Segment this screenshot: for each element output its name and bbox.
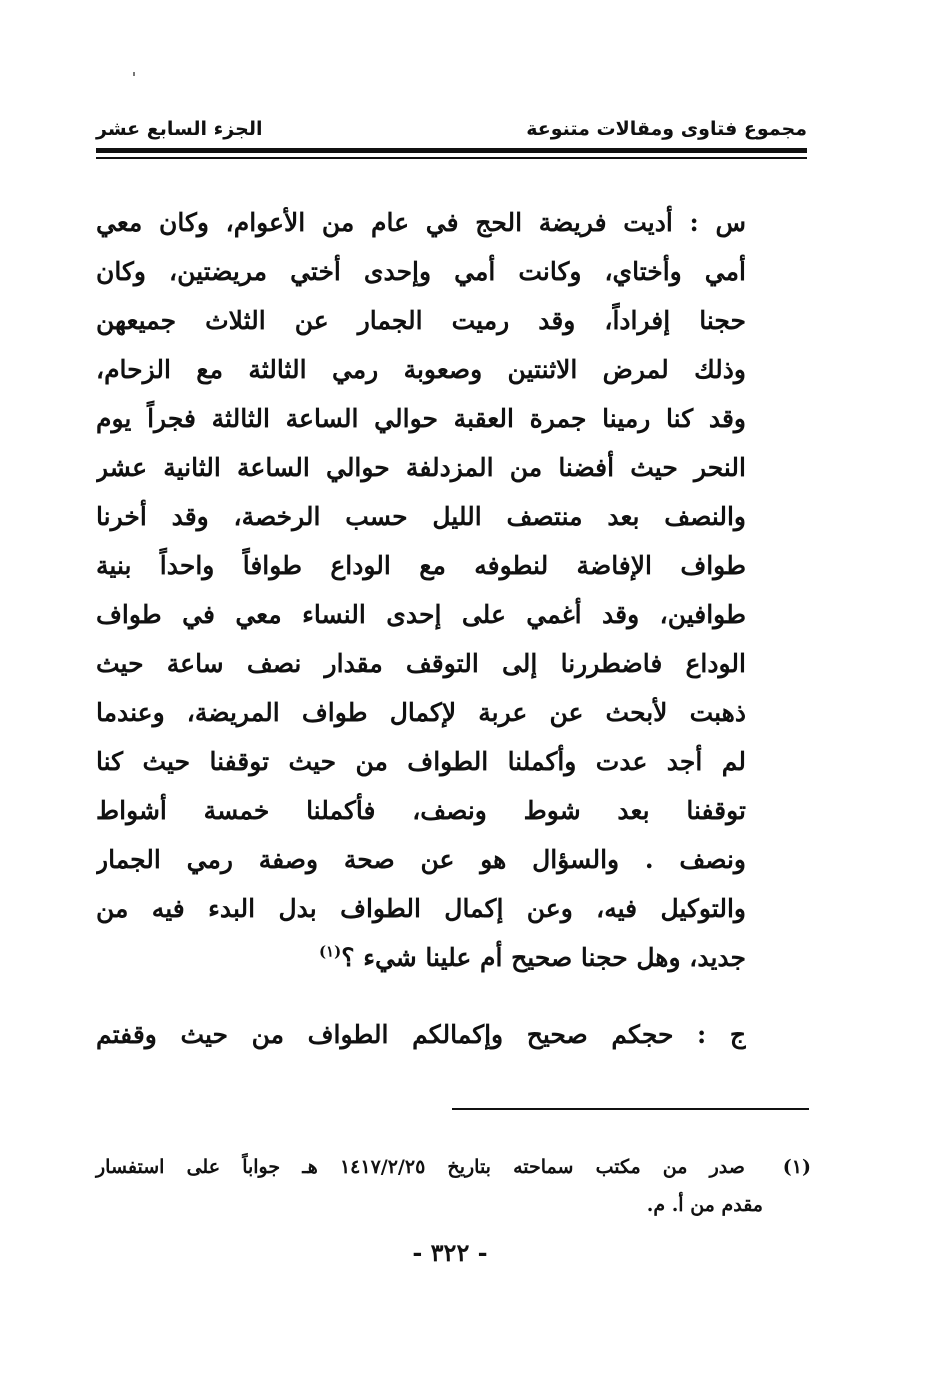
question-line: النحر حيث أفضنا من المزدلفة حوالي الساعة الثانية عشر [96,453,746,482]
footnote-separator [452,1108,809,1110]
question-line: لم أجد عدت وأكملنا الطواف من حيث توقفنا حيث كنا [96,747,746,776]
running-header [96,118,807,150]
question-line: وقد كنا رمينا جمرة العقبة حوالي الساعة الثالثة فجراً يوم [96,404,746,433]
footnote-reference[interactable]: (١) [318,942,342,961]
footnote-text-1: صدر من مكتب سماحته بتاريخ ١٤١٧/٢/٢٥ هـ جواباً على استفسار [96,1156,745,1178]
footnote [96,1148,811,1224]
question-last-line-text: جديد، وهل حجنا صحيح أم علينا شيء ؟ [341,943,746,972]
question-line: والتوكيل فيه، وعن إكمال الطواف بدل البدء فيه من [96,894,746,923]
answer-line: ج : حجكم صحيح وإكمالكم الطواف من حيث وقفتم [96,1020,746,1049]
book-title: مجموع فتاوى ومقالات متنوعة [526,118,807,140]
question-line: ذهبت لأبحث عن عربة لإكمال طواف المريضة، وعندما [96,698,746,727]
header-rule-thin [96,157,807,159]
question-last-line [96,933,746,982]
question-paragraph [96,198,746,982]
answer-paragraph [96,1010,746,1059]
question-line: ونصف . والسؤال هو عن صحة وصفة رمي الجمار [96,845,746,874]
question-line: حجنا إفراداً، وقد رميت الجمار عن الثلاث جميعهن [96,306,746,335]
question-line: توقفنا بعد شوط ونصف، فأكملنا خمسة أشواط [96,796,746,825]
question-line: والنصف بعد منتصف الليل حسب الرخصة، وقد أخرنا [96,502,746,531]
volume-label: الجزء السابع عشر [96,118,263,140]
header-rule-thick [96,148,807,153]
question-line: طواف الإفاضة لنطوفه مع الوداع طوافاً واحداً بنية [96,551,746,580]
question-line: أمي وأختاي، وكانت أمي وإحدى أختي مريضتين، وكان [96,257,746,286]
footnote-number: (١) [782,1156,811,1178]
page-number: - ٣٢٢ - [412,1238,488,1267]
footnote-line-2: مقدم من أ. م. [646,1194,763,1216]
footnote-line-1 [96,1148,811,1186]
question-line: طوافين، وقد أغمي على إحدى النساء معي في طواف [96,600,746,629]
question-line: س : أديت فريضة الحج في عام من الأعوام، وكان معي [96,208,746,237]
question-line: وذلك لمرض الاثنتين وصعوبة رمي الثالثة مع الزحام، [96,355,746,384]
scan-speck [133,72,135,76]
question-line: الوداع فاضطررنا إلى التوقف مقدار نصف ساعة حيث [96,649,746,678]
